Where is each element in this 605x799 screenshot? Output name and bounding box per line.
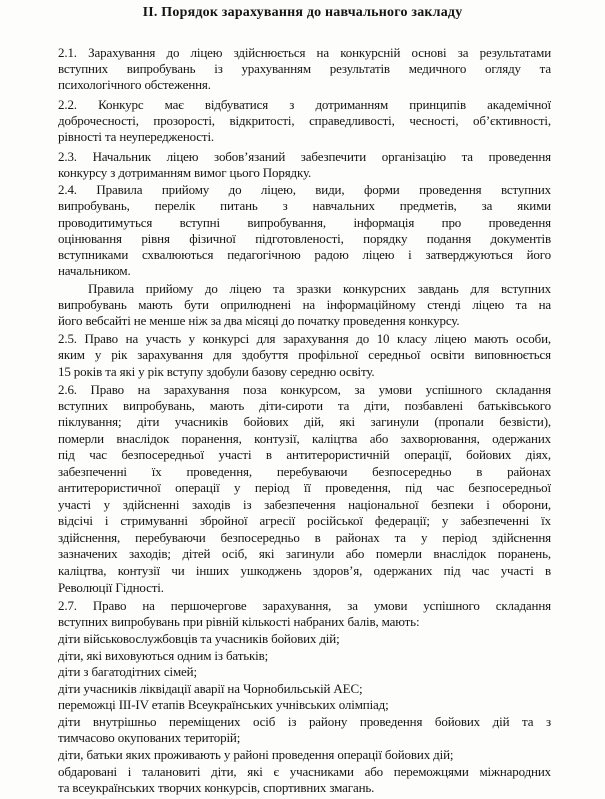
text-line-s2-6-l10: здійснення, перебуваючи безпосередньо в районах та у період здійснення: [58, 530, 551, 545]
text-line-s2-6-l6: забезпеченні їх проведення, перебуваючи безпосередньо в районах: [58, 464, 551, 479]
text-line-s2-7-l12: та всеукраїнських творчих конкурсів, спортивних змагань.: [58, 780, 375, 795]
text-line-s2-3-l2: конкурсу з дотриманням вимог цього Порядку.: [58, 165, 312, 180]
text-line-s2-7-l2: вступних випробувань при рівній кількості набраних балів, мають:: [58, 614, 420, 629]
text-line-s2-7-l3: діти військовослужбовців та учасників бойових дій;: [58, 631, 340, 646]
text-line-s2-4-l3: проводитимуться вступні випробування, інформація про проведення: [58, 215, 551, 230]
text-line-s2-6-l9: відсічі і стримуванні збройної агресії російської федерації; у забезпеченні їх: [58, 513, 551, 528]
text-line-s2-7-l4: діти, які виховуються одним із батьків;: [58, 648, 269, 663]
text-line-s2-6-l8: участі у здійсненні заходів із забезпечення національної безпеки і оборони,: [58, 497, 551, 512]
text-line-s2-1-l3: психологічного обстеження.: [58, 77, 211, 92]
text-line-s2-6-l7: антитерористичної операції у період її проведення, під час безпосередньої: [58, 480, 551, 495]
text-line-s2-4-l5: вступниками схвалюються педагогічною радою ліцею і затверджуються його: [58, 247, 551, 262]
text-line-s2-7-l6: діти учасників ліквідації аварії на Чорнобильській АЕС;: [58, 681, 363, 696]
text-line-s2-5-l3: 15 років та які у рік вступу здобули базову середню освіту.: [58, 364, 375, 379]
text-line-s2-1-l2: вступних випробувань із урахуванням результатів медичного огляду та: [58, 61, 551, 76]
text-line-s2-7-l1: 2.7. Право на першочергове зарахування, за умови успішного складання: [58, 598, 551, 613]
text-line-s2-6-l12: каліцтва, контузії чи інших ушкоджень здоров’я, одержаних під час участі в: [58, 563, 551, 578]
text-line-s2-4-l4: оцінювання рівня фізичної підготовленості, порядку подання документів: [58, 231, 551, 246]
text-line-s2-6-l13: Революції Гідності.: [58, 580, 164, 595]
text-line-s2-2-l3: рівності та неупередженості.: [58, 129, 215, 144]
text-line-s2-3-l1: 2.3. Начальник ліцею зобов’язаний забезпечити організацію та проведення: [58, 149, 551, 164]
text-line-s2-6-l1: 2.6. Право на зарахування поза конкурсом, за умови успішного складання: [58, 382, 551, 397]
text-line-s2-4b-l2: випробувань мають бути оприлюднені на інформаційному стенді ліцею та на: [58, 297, 551, 312]
text-line-s2-4b-l1: Правила прийому до ліцею та зразки конкурсних завдань для вступних: [88, 281, 551, 296]
text-line-s2-7-l8: діти внутрішньо переміщених осіб із району проведення бойових дій та з: [58, 714, 551, 729]
text-line-s2-7-l11: обдаровані і талановиті діти, які є учасниками або переможцями міжнародних: [58, 764, 551, 779]
text-line-s2-6-l5: під час безпосередньої участі в антитерористичній операції, бойових діях,: [58, 447, 551, 462]
text-line-s2-5-l2: яким у рік зарахування для здобуття профільної середньої освіти виповнюється: [58, 347, 551, 362]
text-line-s2-4-l2: випробувань, перелік питань з навчальних предметів, за якими: [58, 198, 551, 213]
text-line-s2-4-l1: 2.4. Правила прийому до ліцею, види, форми проведення вступних: [58, 182, 551, 197]
text-line-s2-4-l6: начальником.: [58, 263, 131, 278]
text-line-s2-2-l2: доброчесності, прозорості, відкритості, справедливості, чесності, об’єктивності,: [58, 113, 551, 128]
text-line-s2-2-l1: 2.2. Конкурс має відбуватися з дотриманням принципів академічної: [58, 97, 551, 112]
text-line-s2-1-l1: 2.1. Зарахування до ліцею здійснюється на конкурсній основі за результатами: [58, 45, 551, 60]
section-heading: ІІ. Порядок зарахування до навчального закладу: [142, 5, 463, 20]
text-line-s2-4b-l3: його вебсайті не менше ніж за два місяці до початку проведення конкурсу.: [58, 313, 460, 328]
text-line-s2-5-l1: 2.5. Право на участь у конкурсі для зарахування до 10 класу ліцею мають особи,: [58, 331, 551, 346]
text-line-s2-6-l3: піклування; діти учасників бойових дій, які загинули (пропали безвісти),: [58, 414, 551, 429]
text-line-s2-6-l11: зазначених заходів; дітей осіб, які загинули або померли внаслідок поранень,: [58, 546, 551, 561]
text-line-s2-7-l7: переможці ІІІ-ІV етапів Всеукраїнських учнівських олімпіад;: [58, 697, 389, 712]
text-line-s2-7-l9: тимчасово окупованих територій;: [58, 730, 241, 745]
text-line-s2-6-l2: вступних випробувань, мають діти-сироти та діти, позбавлені батьківського: [58, 398, 551, 413]
text-line-s2-7-l10: діти, батьки яких проживають у районі проведення операції бойових дій;: [58, 747, 454, 762]
text-line-s2-6-l4: померли внаслідок поранення, контузії, каліцтва або захворювання, одержаних: [58, 431, 551, 446]
text-line-s2-7-l5: діти з багатодітних сімей;: [58, 664, 197, 679]
